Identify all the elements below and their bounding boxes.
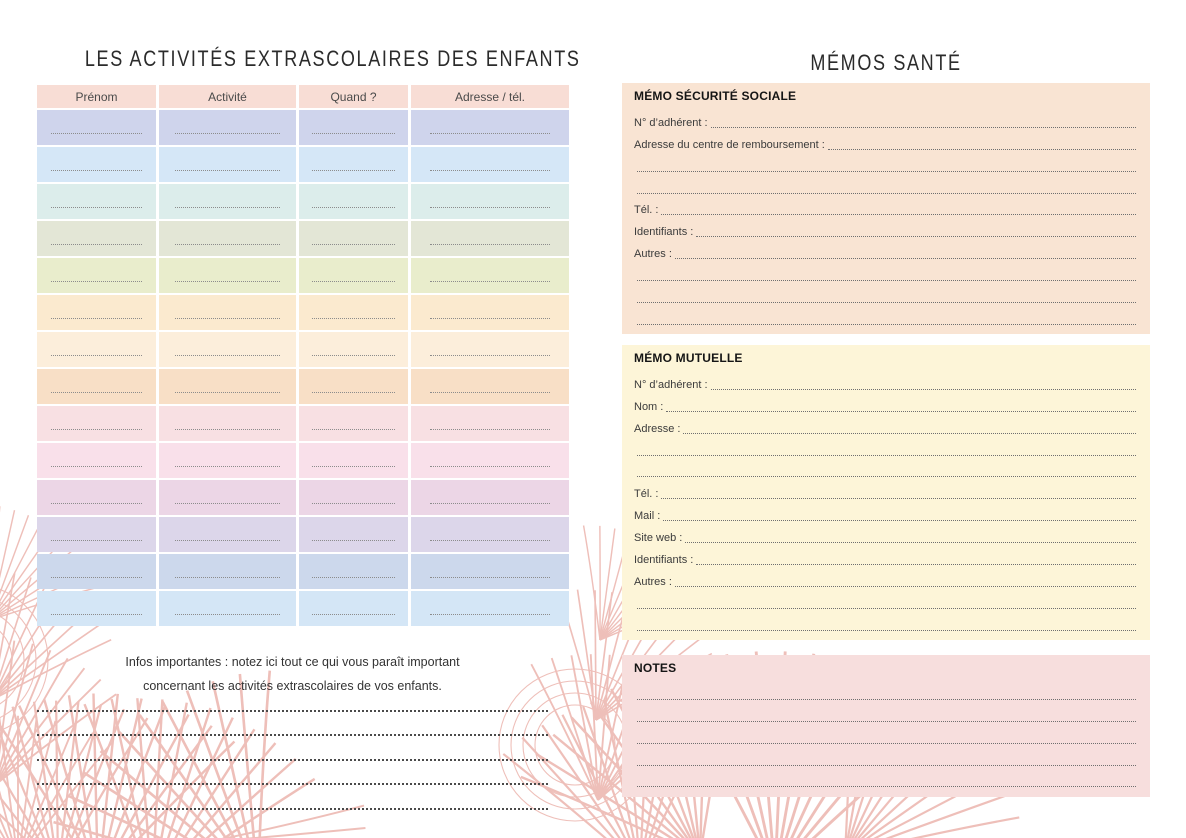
infos-note-line2: concernant les activités extrascolaires de vos enfants. — [143, 679, 442, 693]
table-cell — [299, 147, 408, 182]
memo-box-title: MÉMO SÉCURITÉ SOCIALE — [634, 89, 797, 103]
memo-field-label: Autres : — [634, 575, 672, 588]
table-cell — [37, 406, 156, 441]
write-line — [637, 324, 1136, 325]
write-line — [430, 614, 550, 615]
write-line — [430, 503, 550, 504]
write-line — [675, 258, 1136, 259]
write-line — [51, 577, 141, 578]
table-cell — [411, 406, 569, 441]
write-line — [175, 503, 279, 504]
write-line — [175, 318, 279, 319]
memo-row — [634, 306, 1136, 328]
memo-row — [634, 681, 1136, 703]
memo-field-label: Tél. : — [634, 204, 659, 217]
write-line — [51, 466, 141, 467]
table-cell — [159, 258, 296, 293]
table-cell — [159, 480, 296, 515]
memo-field-label: Mail : — [634, 510, 661, 523]
write-line — [37, 687, 548, 712]
write-line — [312, 429, 395, 430]
memo-field-label: Identifiants : — [634, 226, 694, 239]
write-line — [51, 392, 141, 393]
table-cell — [159, 184, 296, 219]
write-line — [312, 170, 395, 171]
table-cell — [299, 184, 408, 219]
table-cell — [159, 332, 296, 367]
table-cell — [37, 258, 156, 293]
memo-row — [634, 703, 1136, 725]
table-cell — [299, 554, 408, 589]
table-cell — [411, 110, 569, 145]
write-line — [430, 355, 550, 356]
table-cell — [159, 295, 296, 330]
memo-row — [634, 109, 1136, 131]
table-cell — [159, 110, 296, 145]
table-cell — [299, 110, 408, 145]
table-cell — [411, 221, 569, 256]
table-cell — [411, 517, 569, 552]
table-cell — [411, 147, 569, 182]
write-line — [51, 614, 141, 615]
left-page-title: LES ACTIVITÉS EXTRASCOLAIRES DES ENFANTS — [84, 46, 581, 71]
write-line — [312, 281, 395, 282]
memo-row — [634, 590, 1136, 612]
write-line — [312, 614, 395, 615]
table-cell — [37, 110, 156, 145]
table-header-cell: Prénom — [37, 85, 156, 108]
activities-table — [37, 85, 569, 626]
write-line — [430, 318, 550, 319]
write-line — [683, 433, 1136, 434]
write-line — [175, 244, 279, 245]
memo-field-label: Adresse : — [634, 422, 681, 435]
write-line — [37, 785, 548, 810]
write-line — [430, 281, 550, 282]
write-line — [312, 244, 395, 245]
table-cell — [37, 332, 156, 367]
write-line — [312, 207, 395, 208]
table-cell — [299, 480, 408, 515]
memo-row — [634, 612, 1136, 634]
table-cell — [411, 480, 569, 515]
memo-field-label: Nom : — [634, 400, 664, 413]
write-line — [312, 318, 395, 319]
memo-row — [634, 240, 1136, 262]
write-line — [430, 207, 550, 208]
write-line — [175, 392, 279, 393]
write-line — [312, 466, 395, 467]
memo-row — [634, 197, 1136, 219]
write-line — [430, 133, 550, 134]
table-cell — [411, 443, 569, 478]
table-cell — [37, 443, 156, 478]
write-line — [637, 476, 1136, 477]
write-line — [175, 577, 279, 578]
write-line — [663, 520, 1136, 521]
write-line — [637, 721, 1136, 722]
table-cell — [299, 258, 408, 293]
write-line — [175, 614, 279, 615]
right-page-title: MÉMOS SANTÉ — [810, 50, 962, 75]
write-line — [696, 236, 1136, 237]
table-cell — [159, 554, 296, 589]
write-line — [175, 170, 279, 171]
memo-row — [634, 725, 1136, 747]
write-line — [430, 244, 550, 245]
write-line — [430, 577, 550, 578]
table-cell — [37, 184, 156, 219]
memo-row — [634, 546, 1136, 568]
table-cell — [411, 332, 569, 367]
write-line — [51, 170, 141, 171]
write-line — [312, 503, 395, 504]
write-line — [175, 540, 279, 541]
memo-box — [622, 83, 1150, 334]
write-line — [51, 355, 141, 356]
write-line — [685, 542, 1136, 543]
write-line — [51, 281, 141, 282]
write-line — [637, 171, 1136, 172]
write-line — [430, 170, 550, 171]
infos-note-line1: Infos importantes : notez ici tout ce qui vous paraît important — [125, 655, 460, 669]
write-line — [430, 429, 550, 430]
memo-row — [634, 262, 1136, 284]
table-cell — [159, 369, 296, 404]
table-cell — [37, 591, 156, 626]
table-cell — [411, 554, 569, 589]
table-cell — [411, 295, 569, 330]
write-line — [637, 193, 1136, 194]
write-line — [430, 466, 550, 467]
table-cell — [411, 591, 569, 626]
memo-row — [634, 415, 1136, 437]
table-header-cell: Quand ? — [299, 85, 408, 108]
memo-box-title: MÉMO MUTUELLE — [634, 351, 743, 365]
write-line — [661, 214, 1136, 215]
write-line — [175, 207, 279, 208]
memo-field-label: Site web : — [634, 532, 683, 545]
write-line — [175, 133, 279, 134]
write-line — [51, 244, 141, 245]
memo-row — [634, 568, 1136, 590]
table-cell — [299, 221, 408, 256]
write-line — [51, 429, 141, 430]
write-line — [312, 540, 395, 541]
write-line — [175, 281, 279, 282]
memo-row — [634, 502, 1136, 524]
write-line — [51, 503, 141, 504]
memo-box-title: NOTES — [634, 661, 677, 675]
write-line — [637, 786, 1136, 787]
memo-row — [634, 480, 1136, 502]
table-cell — [37, 517, 156, 552]
write-line — [51, 133, 141, 134]
write-line — [711, 389, 1137, 390]
write-line — [661, 498, 1136, 499]
write-line — [430, 392, 550, 393]
write-line — [175, 429, 279, 430]
memo-row — [634, 131, 1136, 153]
table-cell — [37, 369, 156, 404]
table-cell — [37, 221, 156, 256]
write-line — [637, 630, 1136, 631]
write-line — [637, 699, 1136, 700]
memo-row — [634, 769, 1136, 791]
table-cell — [411, 369, 569, 404]
table-cell — [37, 554, 156, 589]
table-cell — [159, 517, 296, 552]
write-line — [637, 455, 1136, 456]
write-line — [312, 355, 395, 356]
table-cell — [159, 147, 296, 182]
write-line — [637, 280, 1136, 281]
memo-row — [634, 393, 1136, 415]
table-cell — [299, 591, 408, 626]
table-cell — [299, 517, 408, 552]
write-line — [37, 761, 548, 786]
table-cell — [37, 480, 156, 515]
memo-row — [634, 747, 1136, 769]
write-line — [175, 355, 279, 356]
write-line — [637, 302, 1136, 303]
notes-lines-left — [37, 687, 548, 810]
write-line — [51, 540, 141, 541]
table-header-cell: Activité — [159, 85, 296, 108]
table-cell — [299, 332, 408, 367]
table-cell — [159, 221, 296, 256]
table-header-row — [37, 85, 569, 108]
memo-row — [634, 218, 1136, 240]
table-cell — [299, 406, 408, 441]
memo-field-label: Adresse du centre de remboursement : — [634, 138, 825, 151]
memo-field-label: Autres : — [634, 248, 672, 261]
write-line — [711, 127, 1137, 128]
table-body — [37, 110, 569, 626]
memo-box — [622, 345, 1150, 640]
memo-row — [634, 524, 1136, 546]
write-line — [696, 564, 1136, 565]
memo-field-label: N° d’adhérent : — [634, 378, 708, 391]
write-line — [175, 466, 279, 467]
table-cell — [411, 184, 569, 219]
table-cell — [159, 591, 296, 626]
table-cell — [299, 295, 408, 330]
table-cell — [299, 443, 408, 478]
table-cell — [159, 406, 296, 441]
table-cell — [299, 369, 408, 404]
memo-row — [634, 175, 1136, 197]
write-line — [51, 207, 141, 208]
write-line — [37, 736, 548, 761]
memo-row — [634, 153, 1136, 175]
table-header-cell: Adresse / tél. — [411, 85, 569, 108]
write-line — [37, 712, 548, 737]
write-line — [828, 149, 1136, 150]
write-line — [637, 608, 1136, 609]
write-line — [312, 577, 395, 578]
write-line — [312, 133, 395, 134]
table-cell — [37, 147, 156, 182]
table-cell — [411, 258, 569, 293]
memo-field-label: Tél. : — [634, 488, 659, 501]
write-line — [312, 392, 395, 393]
write-line — [51, 318, 141, 319]
write-line — [666, 411, 1136, 412]
memo-box — [622, 655, 1150, 797]
memo-field-label: N° d’adhérent : — [634, 116, 708, 129]
table-cell — [37, 295, 156, 330]
write-line — [637, 765, 1136, 766]
memo-row — [634, 371, 1136, 393]
memo-row — [634, 437, 1136, 459]
table-cell — [159, 443, 296, 478]
memo-row — [634, 459, 1136, 481]
write-line — [430, 540, 550, 541]
memo-field-label: Identifiants : — [634, 554, 694, 567]
memo-row — [634, 284, 1136, 306]
write-line — [675, 586, 1136, 587]
write-line — [637, 743, 1136, 744]
